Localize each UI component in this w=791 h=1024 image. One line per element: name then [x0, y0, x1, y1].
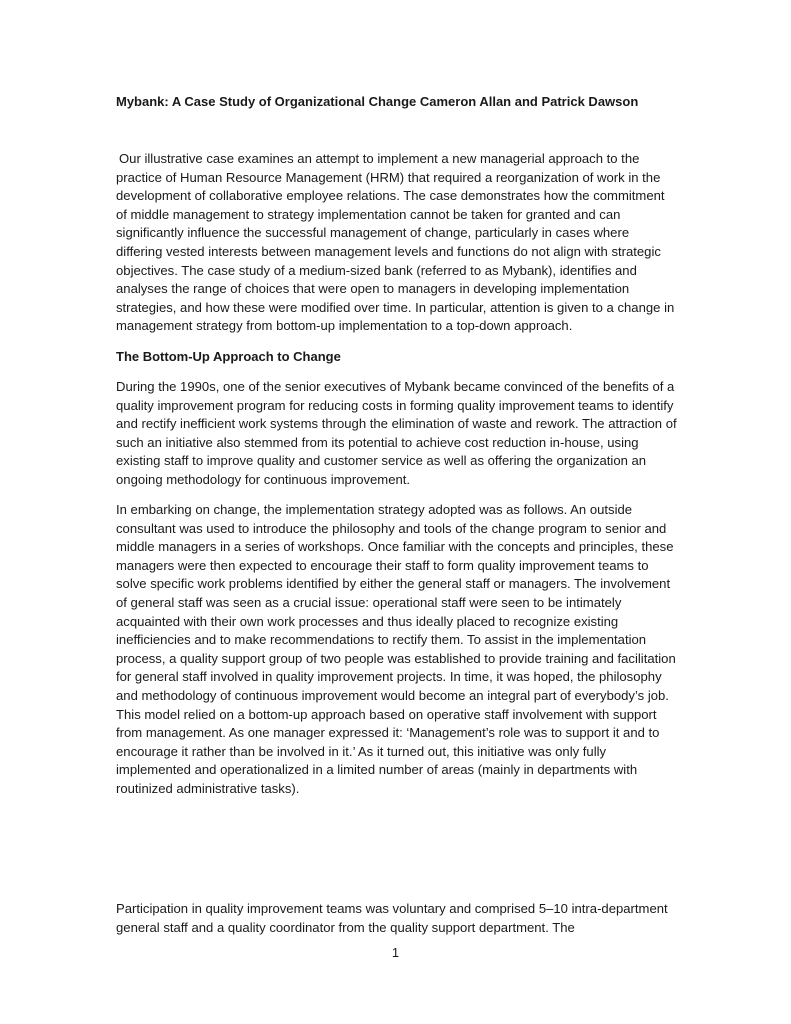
section-heading: The Bottom-Up Approach to Change [116, 349, 341, 364]
intro-paragraph: Our illustrative case examines an attempt to implement a new managerial approach to the practice of Human Resource Management (HRM) that required a reorganization of work in the development of collaborative employee relations. The case demonstrates how the commitment of middle management to strategy implementation cannot be taken for granted and can significantly influence the successful management of change, particularly in cases where differing vested interests between management levels and functions do not align with strategic objectives. The case study of a medium-sized bank (referred to as Mybank), identifies and analyses the range of choices that were open to managers in developing implementation strategies, and how these were modified over time. In particular, attention is given to a change in management strategy from bottom-up implementation to a top-down approach. [116, 151, 675, 334]
page-number: 1 [391, 945, 400, 960]
body-paragraph-4: Participation in quality improvement teams was voluntary and comprised 5–10 intra-department general staff and a quality coordinator from the quality support department. The [116, 901, 668, 935]
body-paragraph-3: In embarking on change, the implementation strategy adopted was as follows. An outside consultant was used to introduce the philosophy and tools of the change program to senior and middle managers in a series of workshops. Once familiar with the concepts and principles, these managers were then expected to encourage their staff to form quality improvement teams to solve specific work problems identified by either the general staff or managers. The involvement of general staff was seen as a crucial issue: operational staff were seen to be intimately acquainted with their own work processes and thus ideally placed to recognize existing inefficiencies and to make recommendations to rectify them. To assist in the implementation process, a quality support group of two people was established to provide training and facilitation for general staff involved in quality improvement projects. In time, it was hoped, the philosophy and methodology of continuous improvement would become an integral part of everybody’s job. This model relied on a bottom-up approach based on operative staff involvement with support from management. As one manager expressed it: ‘Management’s role was to support it and to encourage it rather than be involved in it.’ As it turned out, this initiative was only fully implemented and operationalized in a limited number of areas (mainly in departments with routinized administrative tasks). [116, 502, 676, 796]
body-paragraph-2: During the 1990s, one of the senior executives of Mybank became convinced of the benefits of a quality improvement program for reducing costs in forming quality improvement teams to identify and rectify inefficient work systems through the elimination of waste and rework. The attraction of such an initiative also stemmed from its potential to achieve cost reduction in-house, using existing staff to improve quality and customer service as well as offering the organization an ongoing methodology for continuous improvement. [116, 379, 677, 487]
document-title: Mybank: A Case Study of Organizational Change Cameron Allan and Patrick Dawson [116, 94, 639, 109]
